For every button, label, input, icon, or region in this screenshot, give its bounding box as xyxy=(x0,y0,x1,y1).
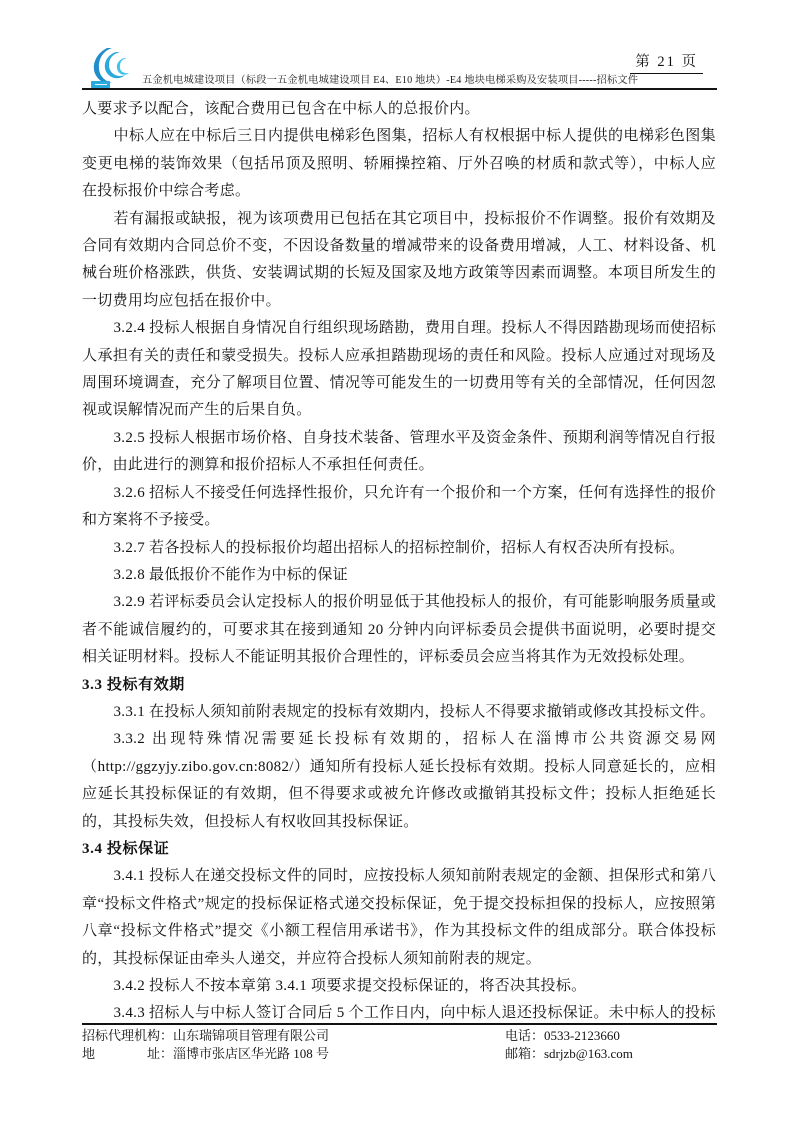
footer-agency: 招标代理机构：山东瑞锦项目管理有限公司 xyxy=(82,1028,330,1043)
logo-wordmark xyxy=(91,81,110,88)
page-number xyxy=(630,50,703,71)
document-footer xyxy=(82,1027,733,1062)
paragraph-3-2-7: 3.2.7 若各投标人的投标报价均超出招标人的招标控制价，招标人有权否决所有投标。 xyxy=(113,539,685,556)
footer-right-column xyxy=(505,1027,733,1062)
footer-left-column xyxy=(82,1027,505,1062)
paragraph-3-2-4: 3.2.4 投标人根据自身情况自行组织现场踏勘，费用自理。投标人不得因踏勘现场而使招标人承担有关的责任和蒙受损失。投标人应承担踏勘现场的责任和风险。投标人应通过对现场及周围环境调查，充分了解项目位置、情况等可能发生的一切费用等有关的全部情况，任何因忽视或误解情况而产生的后果自负。 xyxy=(82,320,716,419)
section-heading-3-4: 3.4 投标保证 xyxy=(82,840,170,857)
section-heading-3-3: 3.3 投标有效期 xyxy=(82,676,185,693)
paragraph: 若有漏报或缺报，视为该项费用已包括在其它项目中，投标报价不作调整。报价有效期及合同有效期内合同总价不变，不因设备数量的增减带来的设备费用增减，人工、材料设备、机械台班价格涨跌，供货、安装调试期的长短及国家及地方政策等因素而调整。本项目所发生的一切费用均应包括在报价中。 xyxy=(82,210,716,309)
paragraph-3-2-5: 3.2.5 投标人根据市场价格、自身技术装备、管理水平及资金条件、预期利润等情况自行报价，由此进行的测算和报价招标人不承担任何责任。 xyxy=(82,429,716,474)
document-header-title: 五金机电城建设项目（标段一五金机电城建设项目 E4、E10 地块）-E4 地块电梯采购及安装项目-----招标文件 xyxy=(142,75,639,86)
paragraph-3-4-2: 3.4.2 投标人不按本章第 3.4.1 项要求提交投标保证的，将否决其投标。 xyxy=(113,978,587,994)
paragraph-3-3-1: 3.3.1 在投标人须知前附表规定的投标有效期内，投标人不得要求撤销或修改其投标文件。 xyxy=(113,703,716,720)
page-number-label: 第 21 页 xyxy=(630,54,703,74)
footer-address: 地 址：淄博市张店区华光路 108 号 xyxy=(82,1045,330,1061)
paragraph-3-3-2: 3.3.2 出现特殊情况需要延长投标有效期的，招标人在淄博市公共资源交易网（http://ggzyjy.zibo.gov.cn:8082/）通知所有投标人延长投标有效期。投标人同意延长的，应相应延长其投标保证的有效期，但不得要求或被允许修改或撤销其投标文件；投标人拒绝延长的，其投标失效，但投标人有权收回其投标保证。 xyxy=(82,731,716,830)
paragraph-3-2-6: 3.2.6 招标人不接受任何选择性报价，只允许有一个报价和一个方案，任何有选择性的报价和方案将不予接受。 xyxy=(82,484,716,529)
header-divider xyxy=(82,88,717,90)
company-logo-icon xyxy=(91,47,137,83)
paragraph-3-4-1: 3.4.1 投标人在递交投标文件的同时，应按投标人须知前附表规定的金额、担保形式和第八章“投标文件格式”规定的投标保证格式递交投标保证，免于提交投标担保的投标人，应按照第八章“投标文件格式”提交《小额工程信用承诺书》，作为其投标文件的组成部分。联合体投标的，其投标保证由牵头人递交，并应符合投标人须知前附表的规定。 xyxy=(82,868,716,967)
footer-divider xyxy=(82,1023,717,1025)
paragraph-3-2-9: 3.2.9 若评标委员会认定投标人的报价明显低于其他投标人的报价，有可能影响服务质量或者不能诚信履约的，可要求其在接到通知 20 分钟内向评标委员会提供书面说明，必要时提交相关证明材料。投标人不能证明其报价合理性的，评标委员会应当将其作为无效投标处理。 xyxy=(82,594,716,666)
logo-swirl-icon xyxy=(91,47,137,83)
footer-phone: 电话：0533-2123660 xyxy=(505,1028,620,1043)
paragraph-3-4-3: 3.4.3 招标人与中标人签订合同后 5 个工作日内，向中标人退还投标保证。未中标人的投标 xyxy=(113,1005,716,1022)
footer-email: 邮箱：sdrjzb@163.com xyxy=(505,1045,633,1061)
paragraph: 中标人应在中标后三日内提供电梯彩色图集，招标人有权根据中标人提供的电梯彩色图集变更电梯的装饰效果（包括吊顶及照明、轿厢操控箱、厅外召唤的材质和款式等），中标人应在投标报价中综合考虑。 xyxy=(82,128,716,200)
document-body xyxy=(82,96,716,1028)
paragraph-continuation: 人要求予以配合，该配合费用已包含在中标人的总报价内。 xyxy=(82,101,480,117)
paragraph-3-2-8: 3.2.8 最低报价不能作为中标的保证 xyxy=(113,566,348,583)
